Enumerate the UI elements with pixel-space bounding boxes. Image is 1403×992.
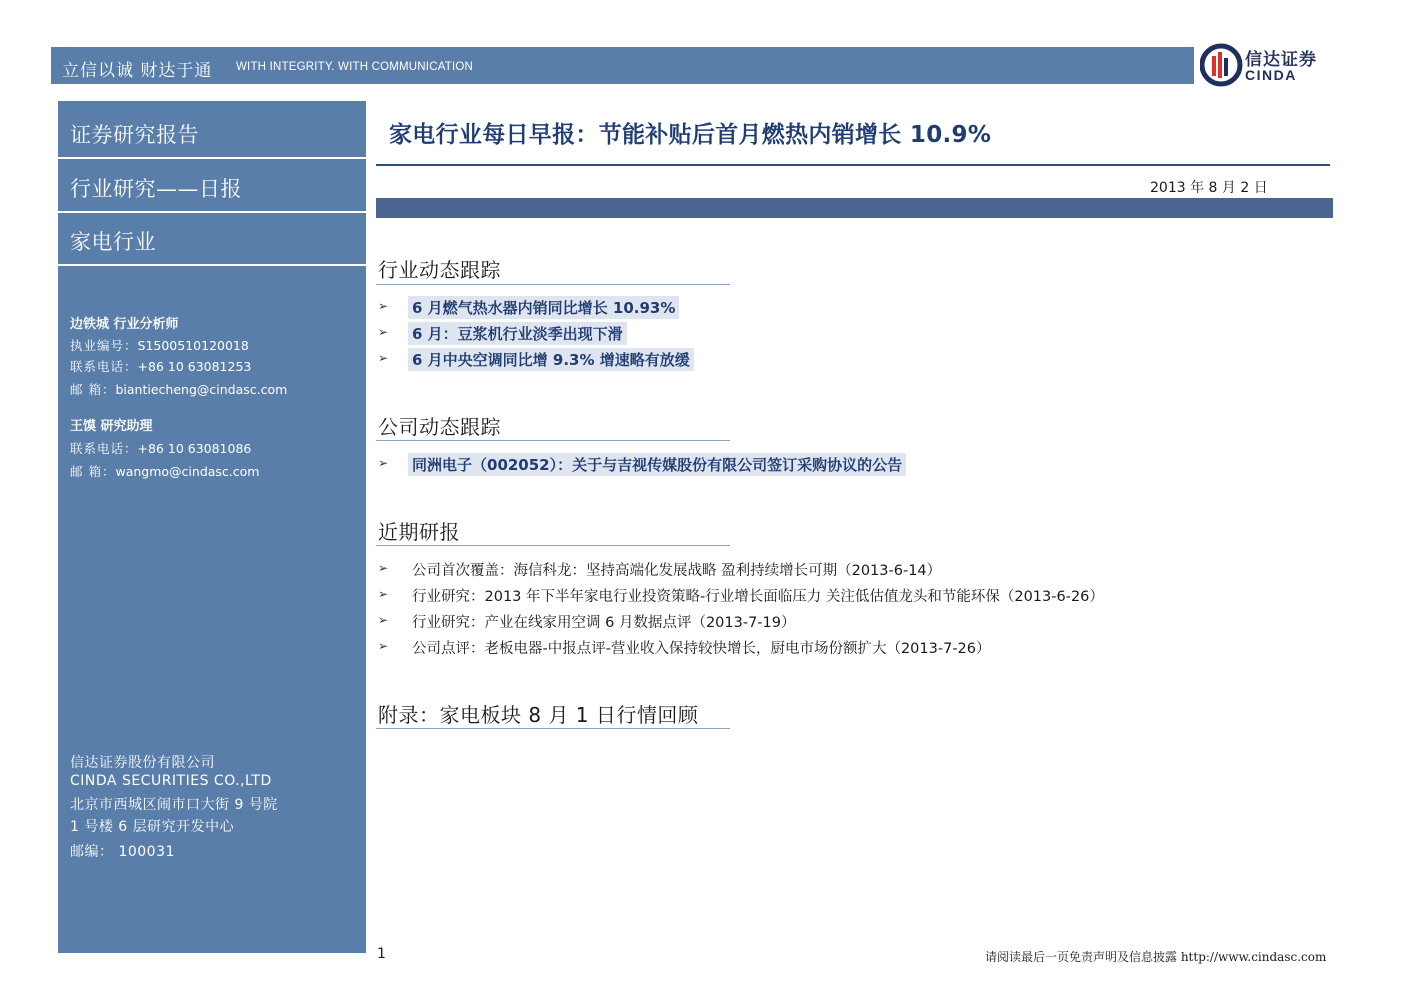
logo-text-cn: 信达证券 — [1245, 50, 1317, 70]
section-heading-appendix: 附录：家电板块 8 月 1 日行情回顾 — [378, 703, 699, 727]
arrow-bullet-icon: ➢ — [378, 561, 389, 575]
sidebar-report-type: 证券研究报告 — [58, 105, 366, 159]
section-divider — [376, 440, 730, 441]
arrow-bullet-icon: ➢ — [378, 587, 389, 601]
header-band — [51, 47, 1194, 84]
sidebar-industry: 家电行业 — [58, 212, 366, 266]
arrow-bullet-icon: ➢ — [378, 456, 389, 470]
analyst-email[interactable]: 邮 箱：biantiecheng@cindasc.com — [70, 382, 288, 397]
company-address-1: 北京市西城区闹市口大街 9 号院 — [70, 797, 278, 813]
arrow-bullet-icon: ➢ — [378, 299, 389, 313]
slogan-chinese: 立信以诚 财达于通 — [62, 61, 213, 81]
arrow-bullet-icon: ➢ — [378, 351, 389, 365]
analyst-license: 执业编号：S1500510120018 — [70, 338, 249, 353]
section-heading-recent-reports: 近期研报 — [378, 520, 460, 544]
section-heading-industry: 行业动态跟踪 — [378, 258, 501, 282]
date-bar — [376, 198, 1333, 218]
company-postcode: 邮编： 100031 — [70, 844, 175, 860]
arrow-bullet-icon: ➢ — [378, 325, 389, 339]
assistant-name: 王馍 研究助理 — [70, 419, 153, 434]
logo-text-en: CINDA — [1245, 67, 1297, 83]
arrow-bullet-icon: ➢ — [378, 613, 389, 627]
sidebar-report-category: 行业研究——日报 — [58, 159, 366, 213]
slogan-english: WITH INTEGRITY. WITH COMMUNICATION — [236, 61, 473, 73]
disclaimer-note[interactable]: 请阅读最后一页免责声明及信息披露 http://www.cindasc.com — [985, 950, 1327, 964]
title-divider — [376, 164, 1330, 166]
assistant-email[interactable]: 邮 箱：wangmo@cindasc.com — [70, 464, 260, 479]
arrow-bullet-icon: ➢ — [378, 639, 389, 653]
report-date: 2013 年 8 月 2 日 — [1150, 180, 1268, 196]
section-divider — [376, 728, 730, 729]
section-divider — [376, 545, 730, 546]
page-number: 1 — [377, 946, 386, 962]
report-title: 家电行业每日早报：节能补贴后首月燃热内销增长 10.9% — [389, 122, 992, 148]
section-divider — [376, 284, 730, 285]
company-name-en: CINDA SECURITIES CO.,LTD — [70, 773, 272, 789]
assistant-phone: 联系电话：+86 10 63081086 — [70, 441, 252, 456]
company-address-2: 1 号楼 6 层研究开发中心 — [70, 819, 235, 835]
sidebar — [58, 101, 366, 953]
analyst-phone: 联系电话：+86 10 63081253 — [70, 359, 252, 374]
section-heading-company: 公司动态跟踪 — [378, 415, 501, 439]
company-name-cn: 信达证券股份有限公司 — [70, 755, 215, 771]
analyst-name: 边铁城 行业分析师 — [70, 317, 179, 332]
